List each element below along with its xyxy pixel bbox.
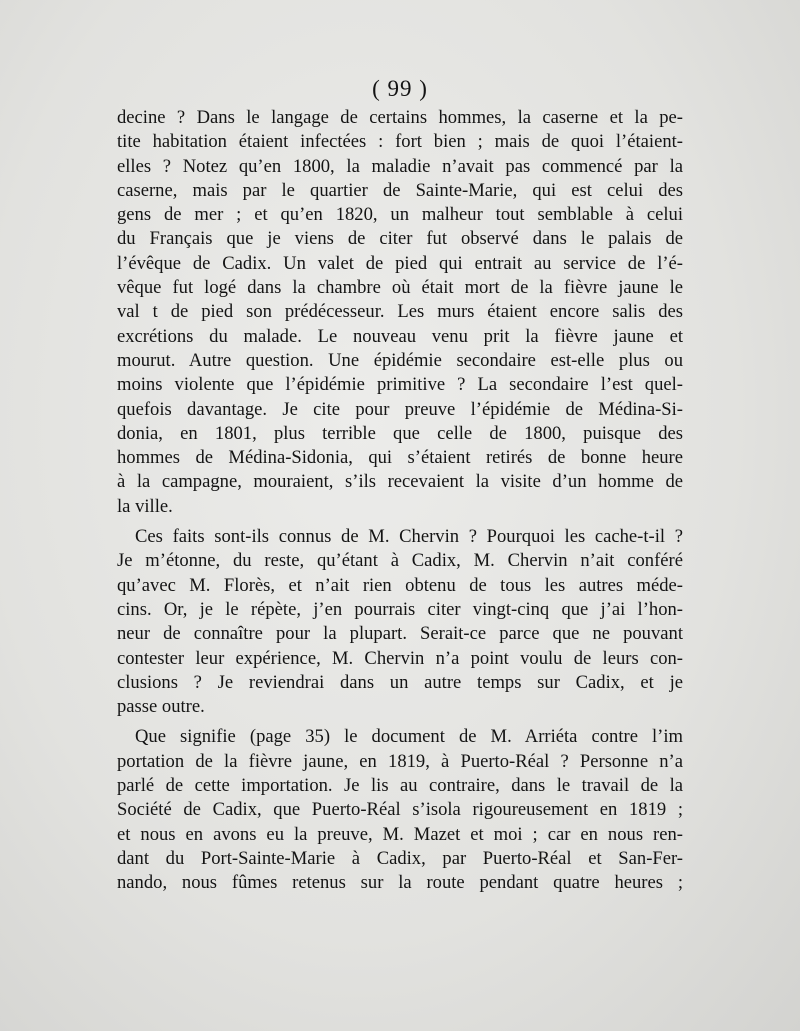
paragraph-3	[117, 725, 683, 895]
text-line: portation de la fièvre jaune, en 1819, à Puerto-Réal ? Personne n’a	[117, 750, 683, 772]
text-line: caserne, mais par le quartier de Sainte-Marie, qui est celui des	[117, 179, 683, 201]
text-line: l’évêque de Cadix. Un valet de pied qui entrait au service de l’é-	[117, 252, 683, 274]
text-line: vêque fut logé dans la chambre où était mort de la fièvre jaune le	[117, 277, 683, 299]
text-line: mourut. Autre question. Une épidémie secondaire est-elle plus ou	[117, 349, 683, 371]
text-line: parlé de cette importation. Je lis au contraire, dans le travail de la	[117, 775, 683, 797]
text-line: qu’avec M. Florès, et n’ait rien obtenu de tous les autres méde-	[117, 574, 683, 596]
body-text	[117, 106, 683, 902]
text-line: la ville.	[117, 495, 173, 517]
text-line: hommes de Médina-Sidonia, qui s’étaient retirés de bonne heure	[117, 447, 683, 469]
text-line: donia, en 1801, plus terrible que celle de 1800, puisque des	[117, 422, 683, 444]
text-line: et nous en avons eu la preuve, M. Mazet et moi ; car en nous ren-	[117, 823, 683, 845]
text-line: clusions ? Je reviendrai dans un autre temps sur Cadix, et je	[117, 671, 683, 693]
text-line: dant du Port-Sainte-Marie à Cadix, par Puerto-Réal et San-Fer-	[117, 847, 683, 869]
text-line: nando, nous fûmes retenus sur la route pendant quatre heures ;	[117, 872, 683, 894]
paragraph-2	[117, 525, 683, 719]
text-line: moins violente que l’épidémie primitive ? La secondaire l’est quel-	[117, 374, 683, 396]
text-line: à la campagne, mouraient, s’ils recevaient la visite d’un homme de	[117, 471, 683, 493]
text-line: tite habitation étaient infectées : fort bien ; mais de quoi l’étaient-	[117, 131, 683, 153]
text-line: gens de mer ; et qu’en 1820, un malheur tout semblable à celui	[117, 204, 683, 226]
text-line: du Français que je viens de citer fut observé dans le palais de	[117, 228, 683, 250]
text-line: cins. Or, je le répète, j’en pourrais citer vingt-cinq que j’ai l’hon-	[117, 598, 683, 620]
text-line: quefois davantage. Je cite pour preuve l’épidémie de Médina-Si-	[117, 398, 683, 420]
page-number: ( 99 )	[372, 76, 428, 101]
text-line: Que signifie (page 35) le document de M. Arriéta contre l’im	[135, 726, 683, 748]
text-line: Société de Cadix, que Puerto-Réal s’isola rigoureusement en 1819 ;	[117, 799, 683, 821]
text-line: neur de connaître pour la plupart. Serait-ce parce que ne pouvant	[117, 623, 683, 645]
text-line: Ces faits sont-ils connus de M. Chervin ? Pourquoi les cache-t-il ?	[135, 526, 683, 548]
text-line: Je m’étonne, du reste, qu’étant à Cadix, M. Chervin n’ait conféré	[117, 550, 683, 572]
text-line: contester leur expérience, M. Chervin n’a point voulu de leurs con-	[117, 647, 683, 669]
text-line: elles ? Notez qu’en 1800, la maladie n’avait pas commencé par la	[117, 155, 683, 177]
text-line: val t de pied son prédécesseur. Les murs étaient encore salis des	[117, 301, 683, 323]
text-line: decine ? Dans le langage de certains hommes, la caserne et la pe-	[117, 107, 683, 128]
text-line: excrétions du malade. Le nouveau venu prit la fièvre jaune et	[117, 325, 683, 347]
paragraph-1	[117, 106, 683, 519]
text-line: passe outre.	[117, 696, 205, 718]
